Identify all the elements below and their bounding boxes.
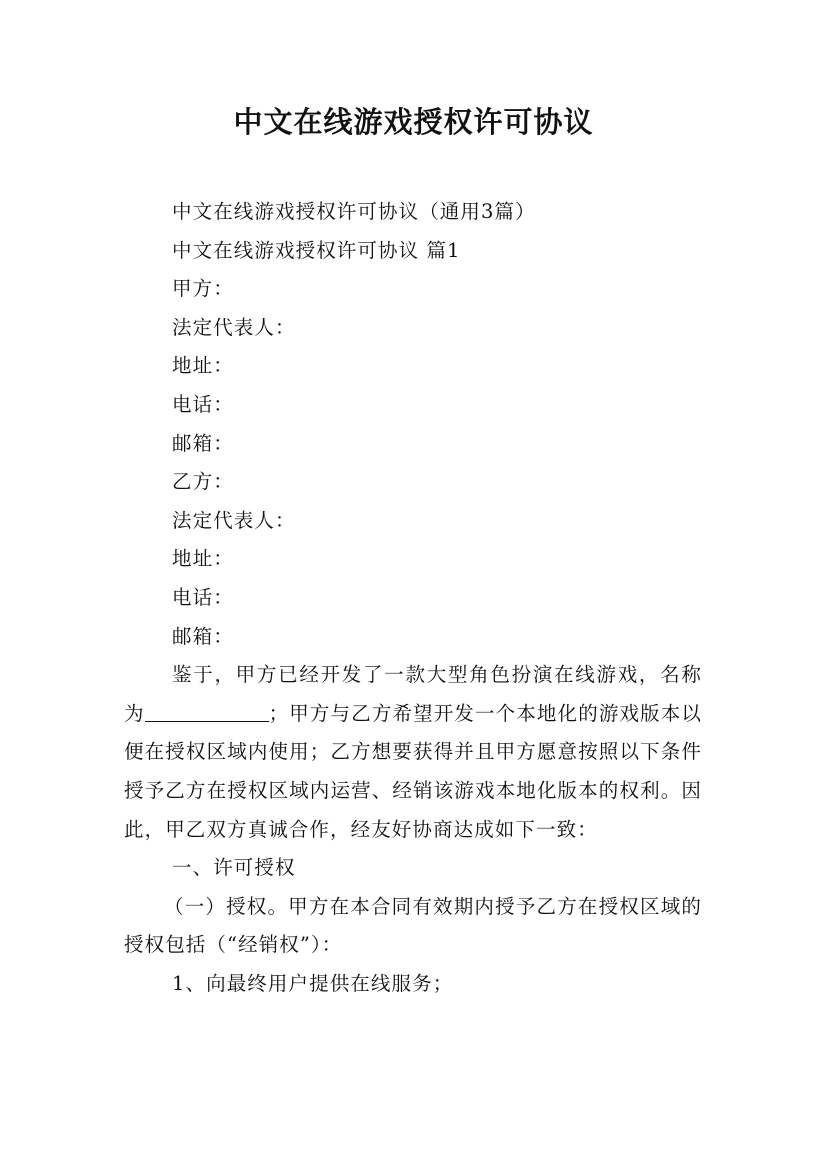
game-name-blank — [145, 703, 269, 722]
clause-item: 1、向最终用户提供在线服务； — [172, 971, 454, 995]
party-a-representative: 法定代表人： — [172, 315, 296, 339]
party-a-phone: 电话： — [172, 392, 234, 416]
party-a-email: 邮箱： — [172, 431, 234, 455]
section-heading: 一、许可授权 — [172, 856, 296, 880]
clause-paragraph: （一）授权。甲方在本合同有效期内授予乙方在授权区域的授权包括（“经销权”）： — [124, 894, 702, 957]
party-b-label: 乙方： — [172, 470, 234, 494]
subtitle-line: 中文在线游戏授权许可协议（通用3篇） — [172, 200, 536, 223]
party-b-email: 邮箱： — [172, 624, 234, 648]
party-b-phone: 电话： — [172, 585, 234, 609]
document-title: 中文在线游戏授权许可协议 — [233, 105, 594, 139]
party-b-address: 地址： — [172, 547, 234, 571]
party-a-label: 甲方： — [172, 277, 234, 301]
section-title-line: 中文在线游戏授权许可协议 篇1 — [172, 238, 461, 262]
party-b-representative: 法定代表人： — [172, 508, 296, 532]
recital-paragraph — [124, 656, 702, 849]
document-body — [124, 193, 702, 1003]
recital-text-end: ；甲方与乙方希望开发一个本地化的游戏版本以便在授权区域内使用；乙方想要获得并且甲方愿意按照以下条件授予乙方在授权区域内运营、经销该游戏本地化版本的权利。因此，甲乙双方真诚合作，经友好协商达成如下一致： — [124, 701, 702, 841]
party-a-address: 地址： — [172, 354, 234, 378]
recital-text-start: 鉴于，甲方已经开发了一款大型角色扮演在线游戏，名称为 — [124, 663, 702, 725]
